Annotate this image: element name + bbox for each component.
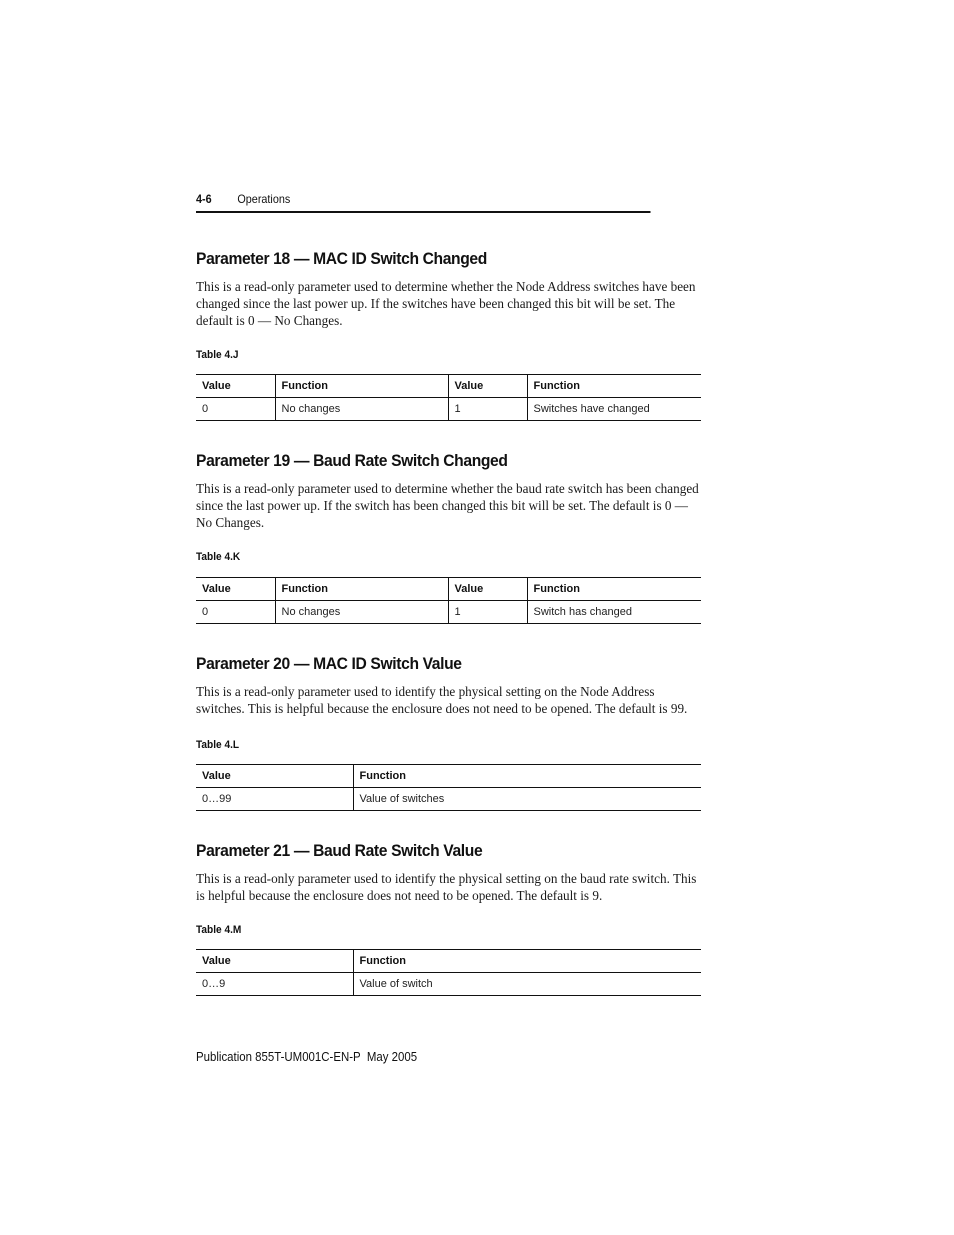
table-row [196, 973, 701, 996]
column-header: Value [196, 578, 275, 601]
table-cell: Switches have changed [527, 398, 701, 421]
table-cell: 0 [196, 601, 275, 624]
table-4l [196, 739, 701, 811]
table-header-row [196, 765, 701, 788]
section-title: Parameter 19 — Baud Rate Switch Changed [196, 451, 508, 470]
table-4m [196, 924, 701, 996]
section-body: This is a read-only parameter used to identify the physical setting on the baud rate switch. This is helpful because the enclosure does not need to be opened. The default is 9. [196, 871, 697, 903]
column-header: Function [527, 375, 701, 398]
parameter-19-section [196, 451, 701, 531]
column-header: Function [353, 765, 701, 788]
column-header: Function [275, 578, 448, 601]
publication-id: Publication 855T-UM001C-EN-P [196, 1049, 361, 1064]
column-header: Function [353, 950, 701, 973]
table-row [196, 601, 701, 624]
table-cell: No changes [275, 398, 448, 421]
table-cell: 0…9 [196, 973, 353, 996]
table-cell: 0 [196, 398, 275, 421]
table-caption: Table 4.M [196, 924, 242, 936]
page-number: 4-6 [196, 192, 212, 206]
section-name: Operations [237, 192, 291, 206]
table-header-row [196, 950, 701, 973]
table-header-row [196, 375, 701, 398]
parameter-table [196, 374, 701, 421]
parameter-table [196, 577, 701, 624]
column-header: Value [196, 950, 353, 973]
table-cell: 0…99 [196, 788, 353, 811]
table-row [196, 398, 701, 421]
parameter-table [196, 764, 701, 811]
table-header-row [196, 578, 701, 601]
table-caption: Table 4.K [196, 551, 241, 563]
column-header: Function [275, 375, 448, 398]
table-cell: Value of switch [353, 973, 701, 996]
table-row [196, 788, 701, 811]
section-body: This is a read-only parameter used to determine whether the Node Address switches have been changed since the last power up. If the switches have been changed this bit will be set. The default is 0 — No Changes. [196, 279, 696, 328]
table-cell: Switch has changed [527, 601, 701, 624]
section-body: This is a read-only parameter used to determine whether the baud rate switch has been changed since the last power up. If the switch has been changed this bit will be set. The default is 0 — No Changes. [196, 481, 699, 530]
column-header: Function [527, 578, 701, 601]
section-title: Parameter 21 — Baud Rate Switch Value [196, 841, 483, 860]
table-caption: Table 4.J [196, 349, 239, 361]
section-title: Parameter 18 — MAC ID Switch Changed [196, 249, 487, 268]
column-header: Value [196, 765, 353, 788]
parameter-table [196, 949, 701, 996]
parameter-20-section [196, 654, 701, 717]
column-header: Value [448, 578, 527, 601]
table-4k [196, 551, 701, 624]
section-body: This is a read-only parameter used to identify the physical setting on the Node Address switches. This is helpful because the enclosure does not need to be opened. The default is 99. [196, 684, 688, 716]
publication-date: May 2005 [366, 1049, 418, 1064]
section-title: Parameter 20 — MAC ID Switch Value [196, 654, 462, 673]
table-4j [196, 349, 701, 421]
table-cell: 1 [448, 601, 527, 624]
table-cell: 1 [448, 398, 527, 421]
table-cell: No changes [275, 601, 448, 624]
column-header: Value [448, 375, 527, 398]
table-cell: Value of switches [353, 788, 701, 811]
page-footer [196, 1049, 417, 1064]
table-caption: Table 4.L [196, 739, 240, 751]
parameter-18-section [196, 249, 701, 329]
parameter-21-section [196, 841, 701, 904]
column-header: Value [196, 375, 275, 398]
page-header [196, 190, 651, 213]
